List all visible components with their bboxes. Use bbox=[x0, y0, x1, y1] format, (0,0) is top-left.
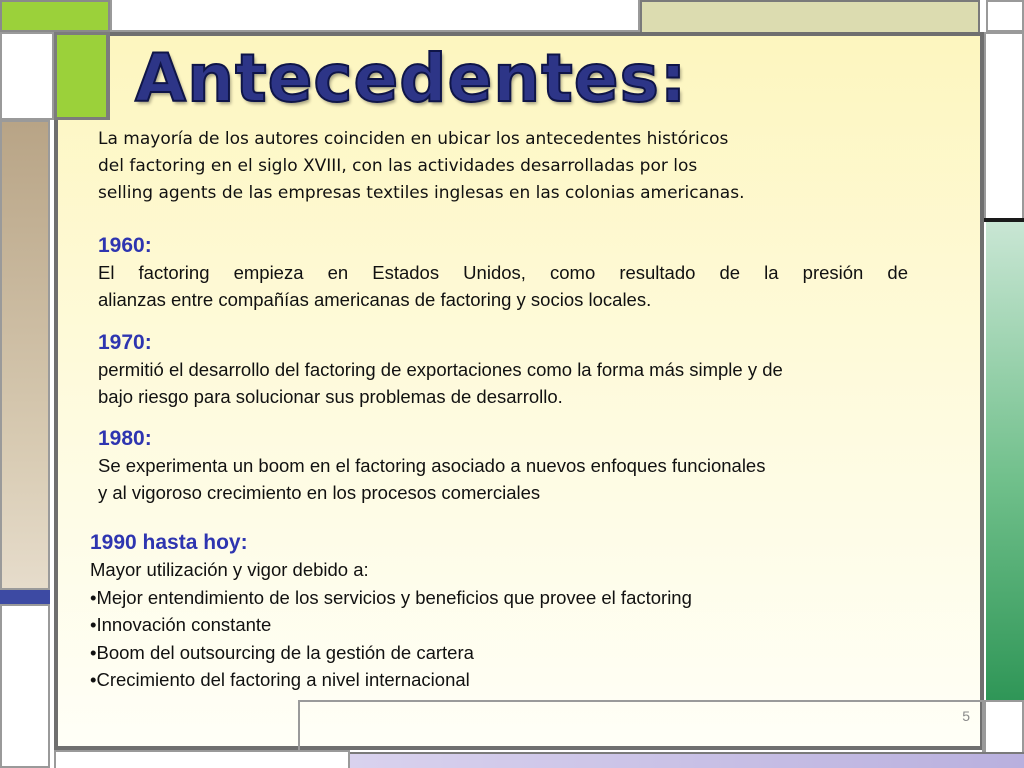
section-heading: 1970: bbox=[98, 331, 152, 354]
section-1980 bbox=[98, 426, 950, 506]
bullet-item: •Innovación constante bbox=[90, 614, 272, 635]
decor-outline-box-right bbox=[984, 32, 1024, 220]
intro-paragraph bbox=[98, 126, 938, 207]
section-1970 bbox=[98, 330, 950, 410]
decor-green-square-overlap bbox=[54, 32, 110, 120]
section-1990-present bbox=[90, 529, 940, 694]
section-body bbox=[98, 259, 908, 313]
section-heading: 1960: bbox=[98, 234, 152, 257]
decor-outline-box-top-right bbox=[986, 0, 1024, 32]
decor-green-square bbox=[0, 0, 110, 32]
section-heading: 1980: bbox=[98, 427, 152, 450]
decor-outline-box-top bbox=[110, 0, 640, 32]
section-body bbox=[98, 452, 950, 506]
section-line: Se experimenta un boom en el factoring asociado a nuevos enfoques funcionales bbox=[98, 455, 766, 476]
bullet-item: •Crecimiento del factoring a nivel internacional bbox=[90, 669, 470, 690]
decor-blue-stripe-left bbox=[0, 590, 50, 604]
intro-line: del factoring en el siglo XVIII, con las actividades desarrolladas por los bbox=[98, 156, 698, 176]
decor-outline-box-left-top bbox=[0, 32, 54, 120]
section-line: y al vigoroso crecimiento en los procesos comerciales bbox=[98, 482, 541, 503]
section-body bbox=[98, 356, 950, 410]
decor-brown-stripe-left bbox=[0, 120, 50, 590]
intro-line: La mayoría de los autores coinciden en ubicar los antecedentes históricos bbox=[98, 129, 729, 149]
section-heading: 1990 hasta hoy: bbox=[90, 531, 248, 554]
decor-green-stripe-right bbox=[986, 222, 1024, 700]
section-line: permitió el desarrollo del factoring de exportaciones como la forma más simple y de bbox=[98, 359, 783, 380]
section-body bbox=[90, 556, 940, 694]
section-1960 bbox=[98, 233, 950, 313]
decor-outline-box-inner-bottom bbox=[298, 700, 984, 752]
decor-lavender-stripe-bottom bbox=[350, 752, 1024, 768]
page-number: 5 bbox=[962, 708, 970, 724]
section-line: El factoring empieza en Estados Unidos, como resultado de la presión de bbox=[98, 262, 908, 283]
decor-outline-box-left-bottom bbox=[0, 604, 50, 768]
section-line: bajo riesgo para solucionar sus problemas de desarrollo. bbox=[98, 386, 563, 407]
decor-outline-box-bottom-left bbox=[54, 750, 350, 768]
section-lead: Mayor utilización y vigor debido a: bbox=[90, 559, 369, 580]
section-line: alianzas entre compañías americanas de factoring y socios locales. bbox=[98, 289, 652, 310]
bullet-item: •Mejor entendimiento de los servicios y beneficios que provee el factoring bbox=[90, 586, 692, 608]
slide-title: Antecedentes: bbox=[135, 40, 688, 117]
intro-line: selling agents de las empresas textiles inglesas en las colonias americanas. bbox=[98, 183, 745, 203]
bullet-item: •Boom del outsourcing de la gestión de cartera bbox=[90, 641, 474, 663]
